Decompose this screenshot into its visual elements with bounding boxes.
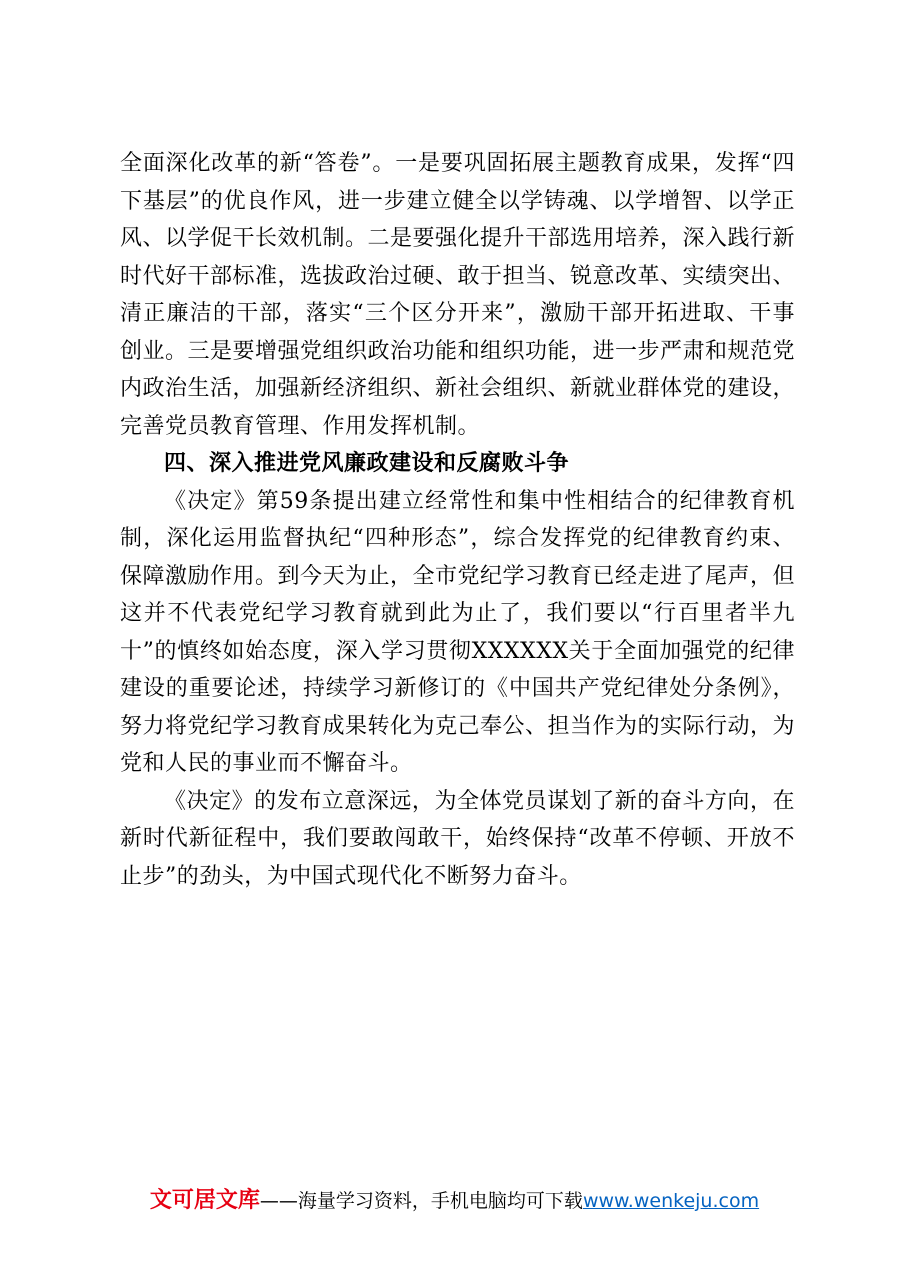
- footer-brand: 文可居文库: [149, 1188, 260, 1213]
- page-footer: [0, 1183, 909, 1214]
- footer-site-link[interactable]: www.wenkeju.com: [582, 1190, 760, 1212]
- paragraph-continuation: 全面深化改革的新“答卷”。一是要巩固拓展主题教育成果，发挥“四下基层”的优良作风，进一步建立健全以学铸魂、以学增智、以学正风、以学促干长效机制。二是要强化提升干部选用培养，深入践行新时代好干部标准，选拔政治过硬、敢于担当、锐意改革、实绩突出、清正廉洁的干部，落实“三个区分开来”，激励干部开拓进取、干事创业。三是要增强党组织政治功能和组织功能，进一步严肃和规范党内政治生活，加强新经济组织、新社会组织、新就业群体党的建设，完善党员教育管理、作用发挥机制。: [120, 151, 796, 439]
- paragraph-discipline: 《决定》第59条提出建立经常性和集中性相结合的纪律教育机制，深化运用监督执纪“四种形态”，综合发挥党的纪律教育约束、保障激励作用。到今天为止，全市党纪学习教育已经走进了尾声，但这并不代表党纪学习教育就到此为止了，我们要以“行百里者半九十”的慎终如始态度，深入学习贯彻XXXXXX关于全面加强党的纪律建设的重要论述，持续学习新修订的《中国共产党纪律处分条例》，努力将党纪学习教育成果转化为克己奉公、担当作为的实际行动，为党和人民的事业而不懈奋斗。: [120, 488, 796, 776]
- section-heading: 四、深入推进党风廉政建设和反腐败斗争: [164, 451, 570, 476]
- document-body: [120, 145, 795, 895]
- paragraph-conclusion: 《决定》的发布立意深远，为全体党员谋划了新的奋斗方向，在新时代新征程中，我们要敢闯敢干，始终保持“改革不停顿、开放不止步”的劲头，为中国式现代化不断努力奋斗。: [120, 788, 795, 889]
- footer-slogan: ——海量学习资料，手机电脑均可下载: [259, 1190, 583, 1212]
